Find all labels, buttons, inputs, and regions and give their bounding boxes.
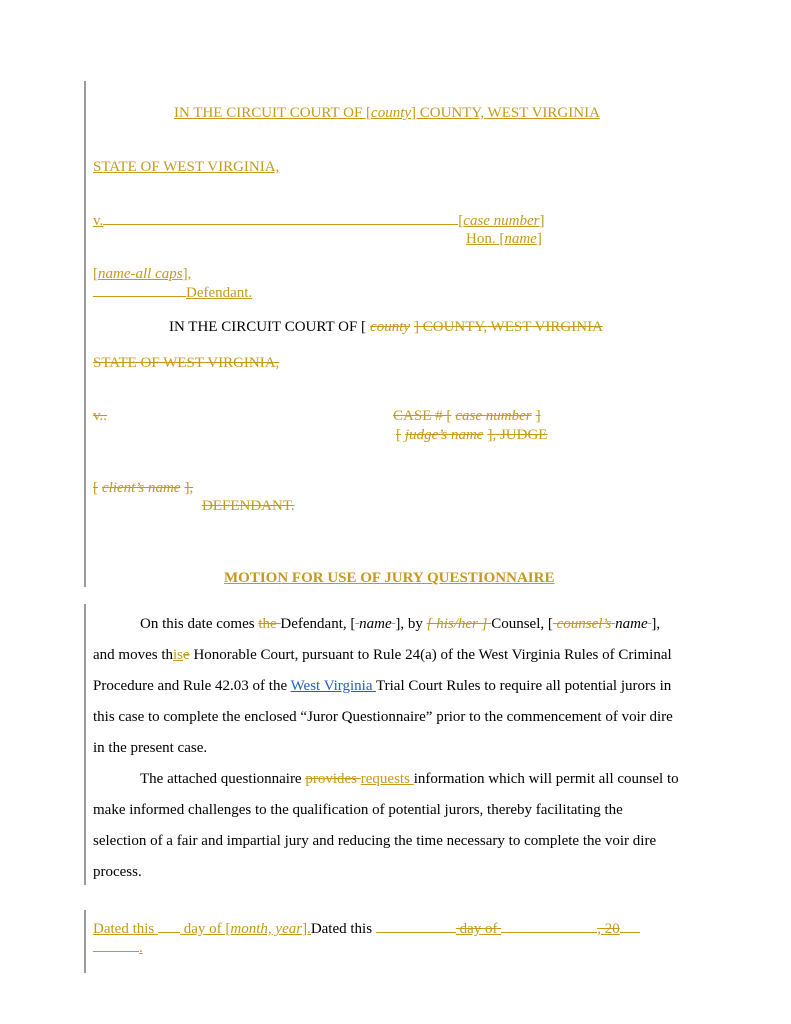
para1-line1: On this date comes the Defendant, [ name ], by [ his/her ] Counsel, [ counsel’s name ], xyxy=(140,616,661,632)
old-judge-line: [ judge’s name ], JUDGE xyxy=(396,427,548,443)
para1-line2: and moves thise Honorable Court, pursuant to Rule 24(a) of the West Virginia Rules of Criminal xyxy=(93,647,672,663)
new-judge-line: Hon. [name] xyxy=(466,231,542,247)
para1-line5: in the present case. xyxy=(93,740,208,756)
old-defendant-label: DEFENDANT. xyxy=(202,498,295,514)
dated-line-continuation: . xyxy=(93,939,143,957)
new-defendant-name: [name-all caps], xyxy=(93,266,192,282)
old-state-line: STATE OF WEST VIRGINIA, xyxy=(93,355,280,371)
old-court-heading: IN THE CIRCUIT COURT OF [ county ] COUNTY, WEST VIRGINIA xyxy=(169,319,603,335)
motion-title: MOTION FOR USE OF JURY QUESTIONNAIRE xyxy=(224,570,555,586)
change-bar-caption xyxy=(84,81,86,587)
west-virginia-link[interactable]: West Virginia xyxy=(290,678,376,694)
new-state-line: STATE OF WEST VIRGINIA, xyxy=(93,159,280,175)
old-client-name: [ client’s name ], xyxy=(93,480,194,496)
dated-line: Dated this day of [month, year].Dated this day of , 20 xyxy=(93,920,640,938)
para2-line1: The attached questionnaire provides requests information which will permit all counsel to xyxy=(140,771,679,787)
para1-line3: Procedure and Rule 42.03 of the West Virginia Trial Court Rules to require all potential jurors in xyxy=(93,678,672,694)
new-versus-line: v. [case number] xyxy=(93,213,545,229)
para1-line4: this case to complete the enclosed “Juror Questionnaire” prior to the commencement of voir dire xyxy=(93,709,673,725)
para2-line2: make informed challenges to the qualification of potential jurors, thereby facilitating the xyxy=(93,802,623,818)
change-bar-dated xyxy=(84,910,86,973)
new-court-heading: IN THE CIRCUIT COURT OF [county] COUNTY, WEST VIRGINIA xyxy=(174,105,600,121)
old-versus-line: v.. CASE # [ case number ] xyxy=(93,408,541,424)
new-defendant-label: Defendant. xyxy=(93,284,252,302)
para2-line3: selection of a fair and impartial jury and reducing the time necessary to complete the voir dire xyxy=(93,833,657,849)
change-bar-body xyxy=(84,604,86,885)
para2-line4: process. xyxy=(93,864,142,880)
